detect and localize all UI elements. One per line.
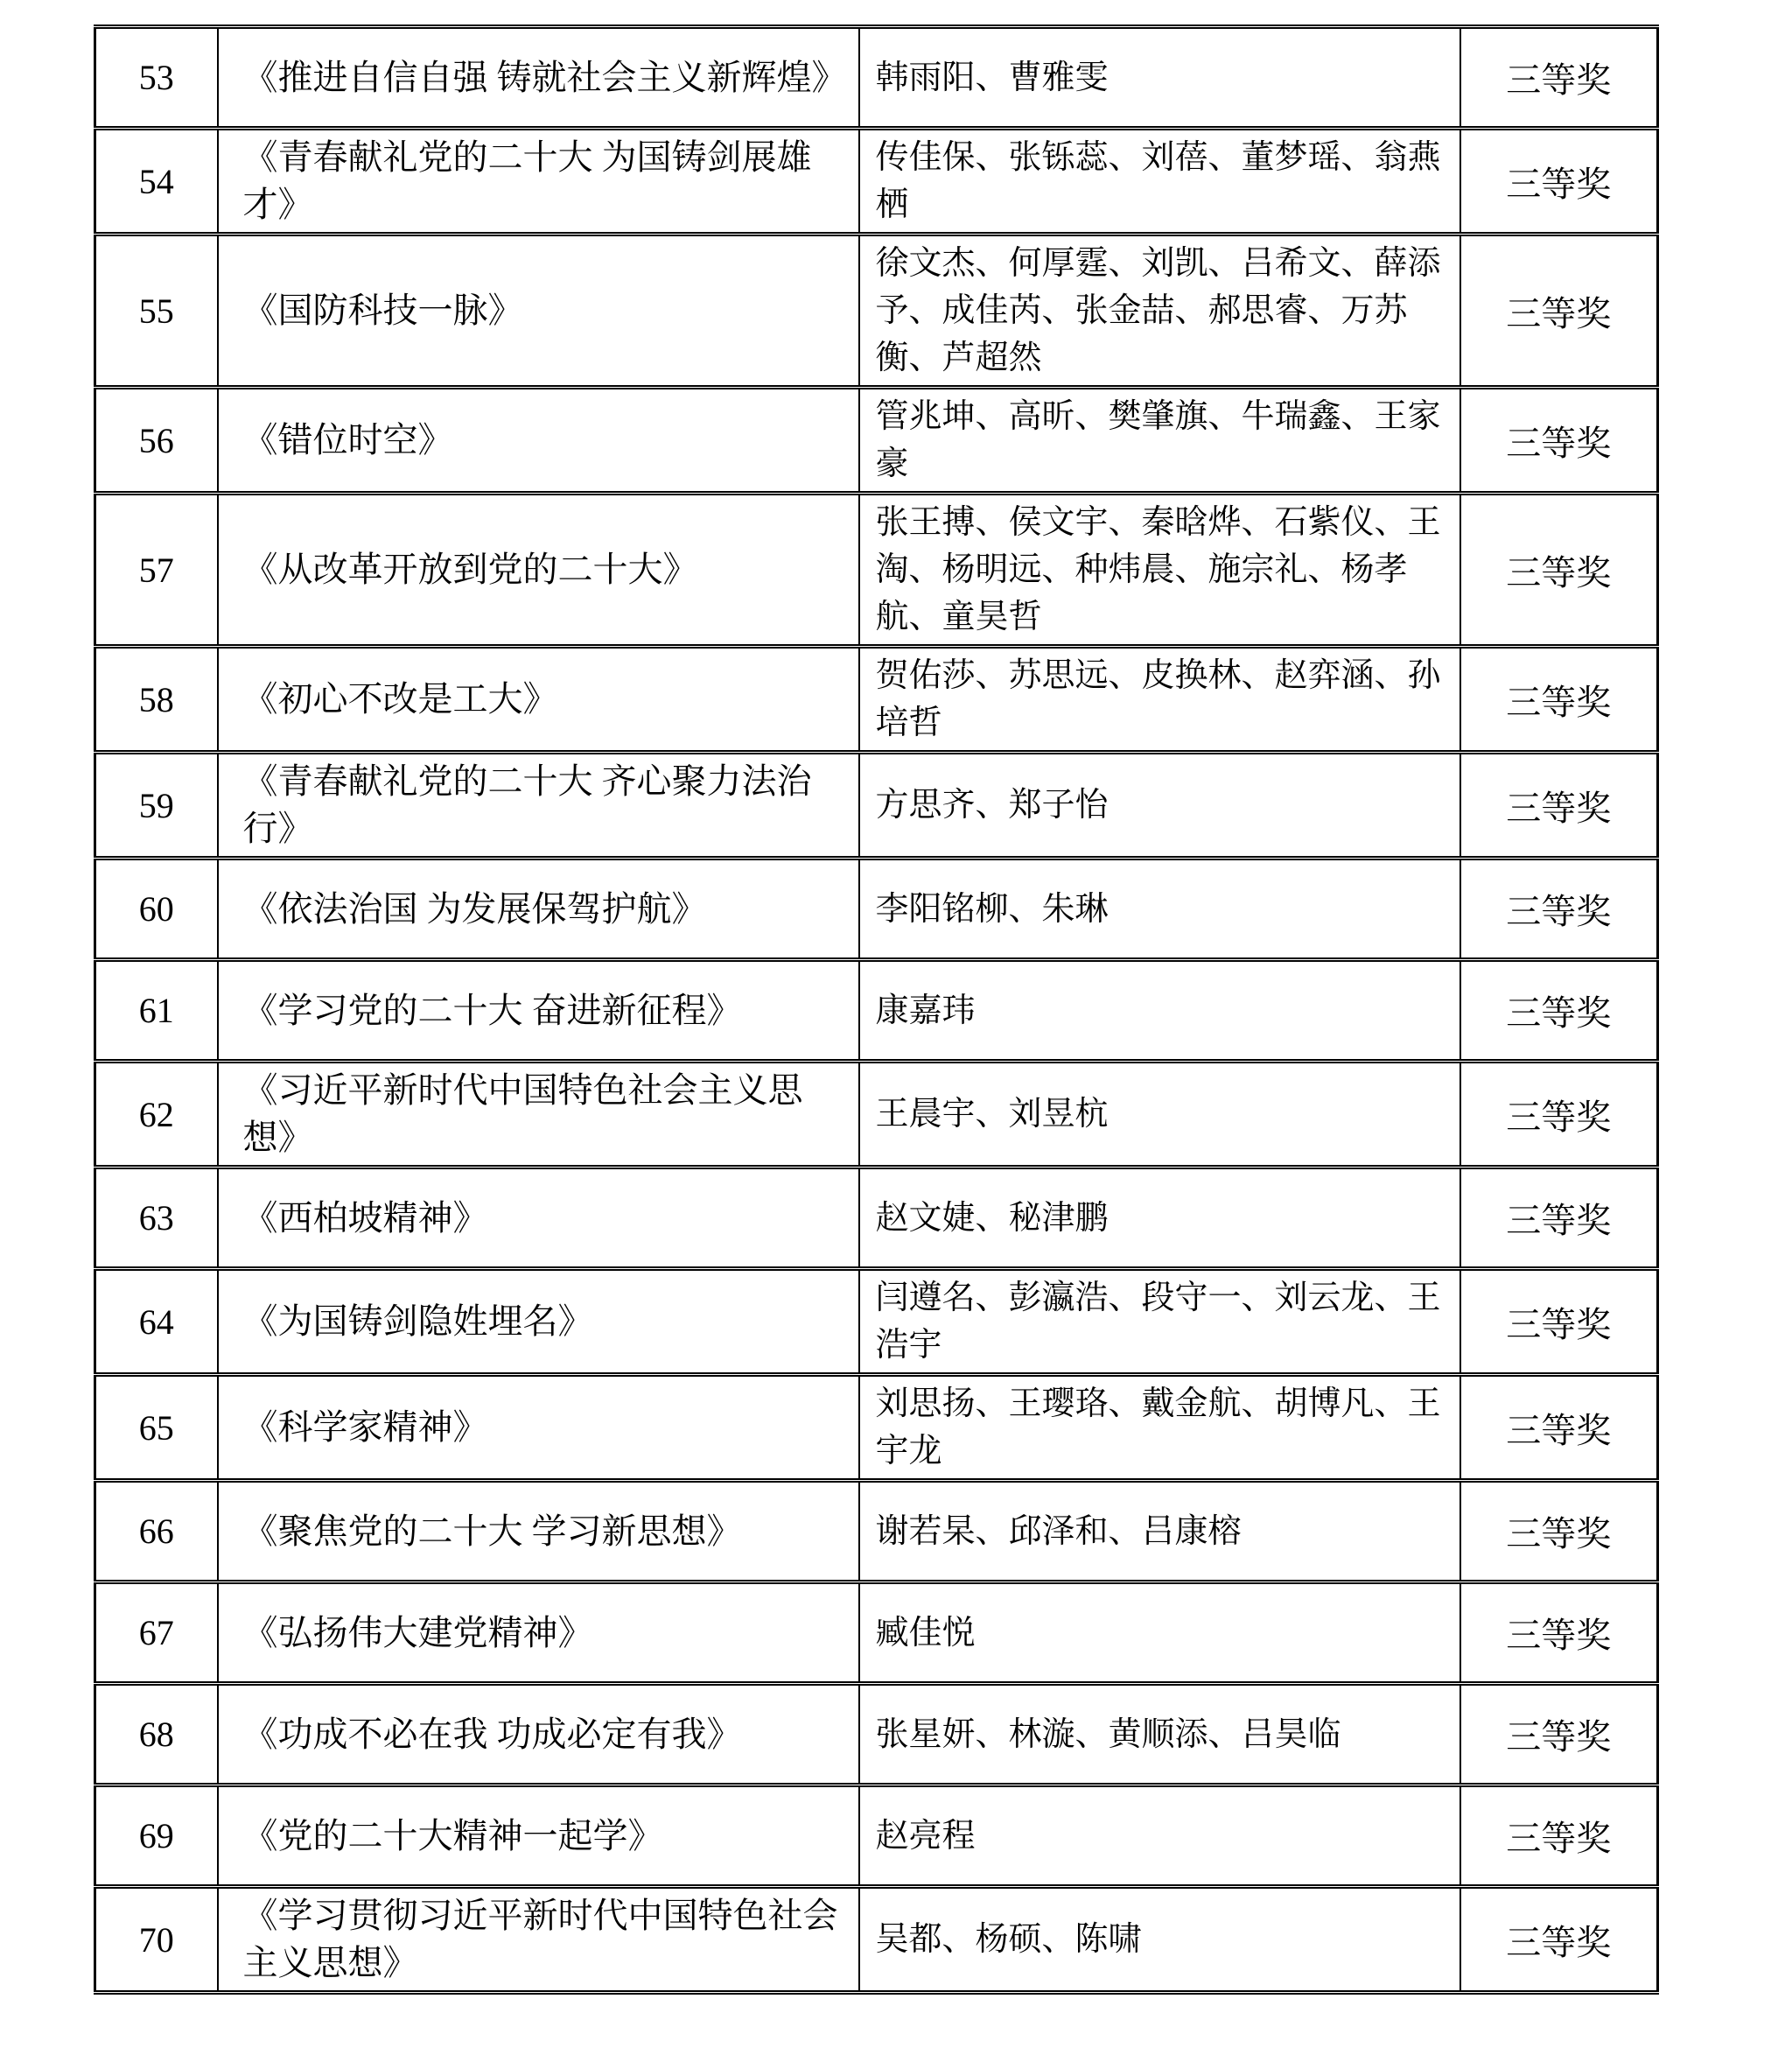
rank-cell: 61 <box>95 960 218 1062</box>
title-cell: 《弘扬伟大建党精神》 <box>218 1582 859 1684</box>
names-cell: 张星妍、林漩、黄顺添、吕昊临 <box>859 1684 1460 1785</box>
table-row <box>95 235 1658 388</box>
table-row <box>95 859 1658 960</box>
rank-cell: 53 <box>95 27 218 129</box>
award-cell: 三等奖 <box>1460 1684 1658 1785</box>
title-cell: 《从改革开放到党的二十大》 <box>218 494 859 647</box>
names-cell: 王晨宇、刘昱杭 <box>859 1062 1460 1168</box>
award-cell: 三等奖 <box>1460 388 1658 494</box>
table-row <box>95 388 1658 494</box>
title-cell: 《依法治国 为发展保驾护航》 <box>218 859 859 960</box>
award-cell: 三等奖 <box>1460 1375 1658 1481</box>
rank-cell: 62 <box>95 1062 218 1168</box>
award-cell: 三等奖 <box>1460 27 1658 129</box>
table-row <box>95 1375 1658 1481</box>
names-cell: 张王搏、侯文宇、秦晗烨、石紫仪、王淘、杨明远、种炜晨、施宗礼、杨孝航、童昊哲 <box>859 494 1460 647</box>
award-table <box>94 25 1659 1995</box>
award-cell: 三等奖 <box>1460 1269 1658 1375</box>
rank-cell: 67 <box>95 1582 218 1684</box>
title-cell: 《西柏坡精神》 <box>218 1168 859 1269</box>
award-cell: 三等奖 <box>1460 859 1658 960</box>
names-cell: 徐文杰、何厚霆、刘凯、吕希文、薛添予、成佳芮、张金喆、郝思睿、万苏衡、芦超然 <box>859 235 1460 388</box>
rank-cell: 69 <box>95 1785 218 1887</box>
title-cell: 《科学家精神》 <box>218 1375 859 1481</box>
title-cell: 《推进自信自强 铸就社会主义新辉煌》 <box>218 27 859 129</box>
table-row <box>95 960 1658 1062</box>
names-cell: 赵亮程 <box>859 1785 1460 1887</box>
title-cell: 《聚焦党的二十大 学习新思想》 <box>218 1481 859 1582</box>
table-row <box>95 1269 1658 1375</box>
title-cell: 《初心不改是工大》 <box>218 647 859 753</box>
title-cell: 《国防科技一脉》 <box>218 235 859 388</box>
rank-cell: 54 <box>95 129 218 235</box>
award-cell: 三等奖 <box>1460 753 1658 859</box>
award-cell: 三等奖 <box>1460 1582 1658 1684</box>
rank-cell: 55 <box>95 235 218 388</box>
table-row <box>95 1785 1658 1887</box>
rank-cell: 63 <box>95 1168 218 1269</box>
title-cell: 《学习党的二十大 奋进新征程》 <box>218 960 859 1062</box>
names-cell: 贺佑莎、苏思远、皮换林、赵弈涵、孙培哲 <box>859 647 1460 753</box>
rank-cell: 66 <box>95 1481 218 1582</box>
names-cell: 闫遵名、彭瀛浩、段守一、刘云龙、王浩宇 <box>859 1269 1460 1375</box>
table-row <box>95 129 1658 235</box>
award-cell: 三等奖 <box>1460 494 1658 647</box>
table-row <box>95 1684 1658 1785</box>
rank-cell: 58 <box>95 647 218 753</box>
rank-cell: 64 <box>95 1269 218 1375</box>
names-cell: 吴都、杨硕、陈啸 <box>859 1887 1460 1993</box>
title-cell: 《习近平新时代中国特色社会主义思想》 <box>218 1062 859 1168</box>
names-cell: 刘思扬、王璎珞、戴金航、胡博凡、王宇龙 <box>859 1375 1460 1481</box>
award-cell: 三等奖 <box>1460 960 1658 1062</box>
rank-cell: 59 <box>95 753 218 859</box>
title-cell: 《青春献礼党的二十大 为国铸剑展雄才》 <box>218 129 859 235</box>
table-row <box>95 1168 1658 1269</box>
table-row <box>95 27 1658 129</box>
title-cell: 《为国铸剑隐姓埋名》 <box>218 1269 859 1375</box>
rank-cell: 68 <box>95 1684 218 1785</box>
table-row <box>95 1887 1658 1993</box>
table-row <box>95 647 1658 753</box>
award-cell: 三等奖 <box>1460 647 1658 753</box>
names-cell: 谢若杲、邱泽和、吕康榕 <box>859 1481 1460 1582</box>
names-cell: 赵文婕、秘津鹏 <box>859 1168 1460 1269</box>
names-cell: 方思齐、郑子怡 <box>859 753 1460 859</box>
award-cell: 三等奖 <box>1460 1062 1658 1168</box>
table-row <box>95 753 1658 859</box>
table-row <box>95 494 1658 647</box>
rank-cell: 56 <box>95 388 218 494</box>
title-cell: 《学习贯彻习近平新时代中国特色社会主义思想》 <box>218 1887 859 1993</box>
rank-cell: 60 <box>95 859 218 960</box>
names-cell: 管兆坤、高昕、樊肇旗、牛瑞鑫、王家豪 <box>859 388 1460 494</box>
names-cell: 康嘉玮 <box>859 960 1460 1062</box>
title-cell: 《错位时空》 <box>218 388 859 494</box>
names-cell: 韩雨阳、曹雅雯 <box>859 27 1460 129</box>
names-cell: 李阳铭柳、朱琳 <box>859 859 1460 960</box>
award-cell: 三等奖 <box>1460 129 1658 235</box>
title-cell: 《党的二十大精神一起学》 <box>218 1785 859 1887</box>
award-cell: 三等奖 <box>1460 1887 1658 1993</box>
award-cell: 三等奖 <box>1460 1481 1658 1582</box>
award-cell: 三等奖 <box>1460 1785 1658 1887</box>
names-cell: 传佳保、张铄蕊、刘蓓、董梦瑶、翁燕栖 <box>859 129 1460 235</box>
table-row <box>95 1582 1658 1684</box>
rank-cell: 70 <box>95 1887 218 1993</box>
table-row <box>95 1481 1658 1582</box>
rank-cell: 57 <box>95 494 218 647</box>
award-cell: 三等奖 <box>1460 235 1658 388</box>
names-cell: 臧佳悦 <box>859 1582 1460 1684</box>
table-row <box>95 1062 1658 1168</box>
title-cell: 《功成不必在我 功成必定有我》 <box>218 1684 859 1785</box>
rank-cell: 65 <box>95 1375 218 1481</box>
award-cell: 三等奖 <box>1460 1168 1658 1269</box>
title-cell: 《青春献礼党的二十大 齐心聚力法治行》 <box>218 753 859 859</box>
